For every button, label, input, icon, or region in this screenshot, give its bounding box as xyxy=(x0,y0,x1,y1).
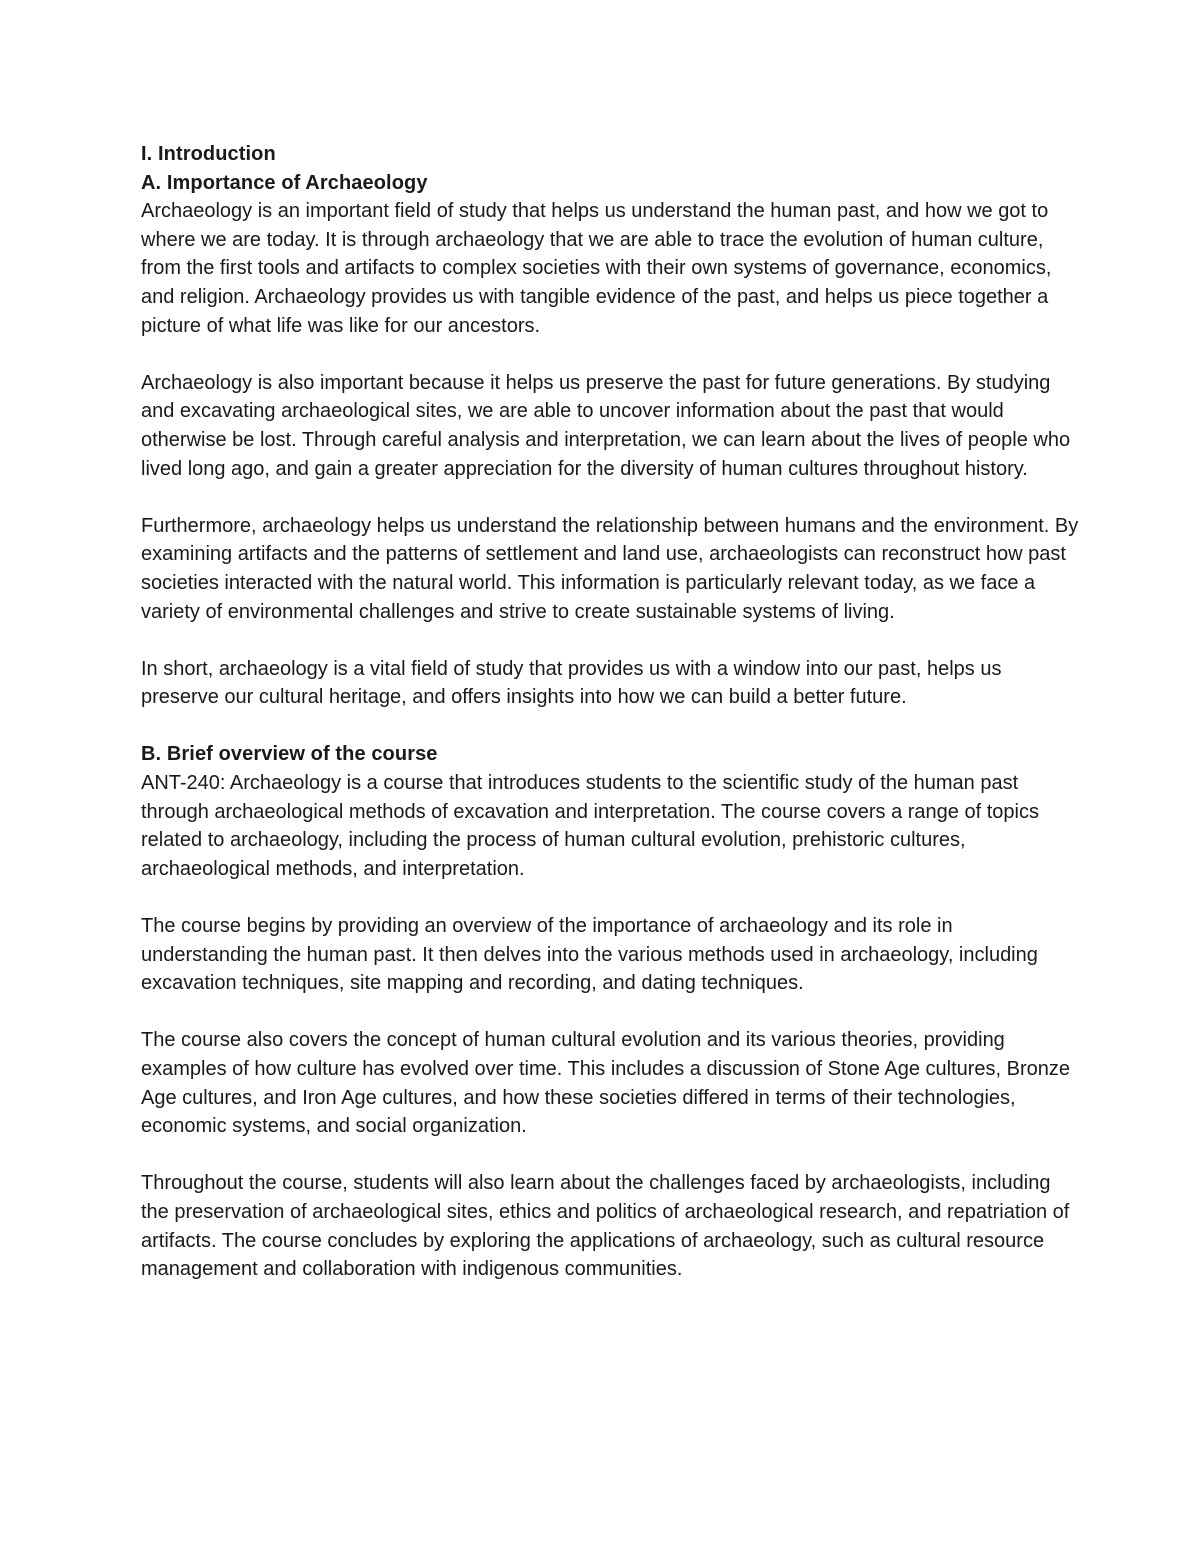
paragraph: The course begins by providing an overview of the importance of archaeology and its role in understanding the human past. It then delves into the various methods used in archaeology, including excavation techniques, site mapping and recording, and dating techniques. xyxy=(141,915,1038,995)
subsection-heading-importance: A. Importance of Archaeology xyxy=(141,171,428,194)
subsection-heading-overview: B. Brief overview of the course xyxy=(141,743,438,766)
paragraph: Furthermore, archaeology helps us understand the relationship between humans and the environment. By examining artifacts and the patterns of settlement and land use, archaeologists can reconstruct how past societies interacted with the natural world. This information is particularly relevant today, as we face a variety of environmental challenges and strive to create sustainable systems of living. xyxy=(141,514,1079,623)
paragraph: In short, archaeology is a vital field of study that provides us with a window into our past, helps us preserve our cultural heritage, and offers insights into how we can build a better future. xyxy=(141,657,1002,709)
paragraph: The course also covers the concept of human cultural evolution and its various theories, providing examples of how culture has evolved over time. This includes a discussion of Stone Age cultures, Bronze Age cultures, and Iron Age cultures, and how these societies differed in terms of their technologies, economic systems, and social organization. xyxy=(141,1029,1071,1138)
paragraph: Throughout the course, students will also learn about the challenges faced by archaeologists, including the preservation of archaeological sites, ethics and politics of archaeological research, and repatriation of artifacts. The course concludes by exploring the applications of archaeology, such as cultural resource management and collaboration with indigenous communities. xyxy=(141,1172,1070,1281)
paragraph: Archaeology is also important because it helps us preserve the past for future generations. By studying and excavating archaeological sites, we are able to uncover information about the past that would otherwise be lost. Through careful analysis and interpretation, we can learn about the lives of people who lived long ago, and gain a greater appreciation for the diversity of human cultures throughout history. xyxy=(141,371,1071,480)
paragraph: ANT-240: Archaeology is a course that introduces students to the scientific study of the human past through archaeological methods of excavation and interpretation. The course covers a range of topics related to archaeology, including the process of human cultural evolution, prehistoric cultures, archaeological methods, and interpretation. xyxy=(141,772,1039,880)
section-title: I. Introduction xyxy=(141,143,276,165)
paragraph: Archaeology is an important field of study that helps us understand the human past, and how we got to where we are today. It is through archaeology that we are able to trace the evolution of human culture, from the first tools and artifacts to complex societies with their own systems of governance, economics, and religion. Archaeology provides us with tangible evidence of the past, and helps us piece together a picture of what life was like for our ancestors. xyxy=(141,200,1052,337)
document-page xyxy=(141,140,1081,1284)
